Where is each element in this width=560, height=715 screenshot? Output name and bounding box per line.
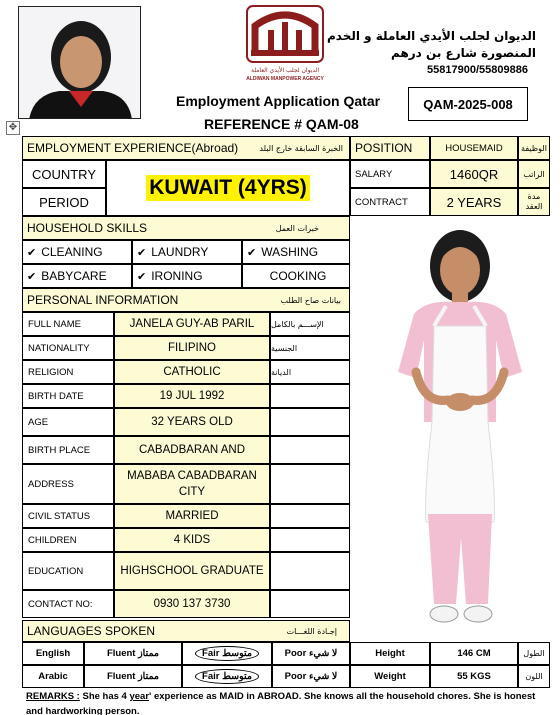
experience-heading-arabic: الخبرة السابقة خارج البلد [259, 143, 343, 153]
agency-arabic-line2: المنصورة شارع بن درهم [391, 46, 536, 60]
agency-arabic-line1: الديوان لجلب الأيدي العاملة و الخدم [326, 29, 536, 43]
page-title: Employment Application Qatar [176, 93, 381, 109]
personal-label: CONTACT NO: [22, 590, 114, 618]
agency-phone: 55817900/55809886 [427, 64, 528, 76]
skill-item: ✔ WASHING [242, 240, 350, 264]
skill-item: COOKING [242, 264, 350, 288]
personal-arabic-label: الإســـم بالكامل [270, 312, 350, 336]
personal-label: CIVIL STATUS [22, 504, 114, 528]
personal-value: FILIPINO [114, 336, 270, 360]
personal-arabic-label [270, 408, 350, 436]
personal-value: CABADBARAN AND [114, 436, 270, 464]
personal-arabic-label [270, 590, 350, 618]
language-poor-option: Poor لا شيء [272, 642, 350, 665]
experience-value-cell [106, 160, 350, 216]
contract-arabic: مدة العقد [518, 188, 550, 216]
table-move-handle-icon[interactable]: ✥ [6, 121, 20, 135]
personal-value: 0930 137 3730 [114, 590, 270, 618]
personal-label: NATIONALITY [22, 336, 114, 360]
logo-english-text: ALDIWAN MANPOWER AGENCY [246, 76, 324, 82]
skills-heading-row [22, 216, 350, 240]
body-metric-value: 146 CM [430, 642, 518, 665]
personal-value: 32 YEARS OLD [114, 408, 270, 436]
salary-label: SALARY [350, 160, 430, 188]
language-name: Arabic [22, 665, 84, 688]
personal-value: 19 JUL 1992 [114, 384, 270, 408]
personal-arabic-label [270, 528, 350, 552]
personal-arabic-label [270, 464, 350, 504]
personal-arabic-label [270, 504, 350, 528]
languages-heading-row [22, 620, 350, 642]
personal-label: FULL NAME [22, 312, 114, 336]
salary-value: 1460QR [430, 160, 518, 188]
language-name: English [22, 642, 84, 665]
body-metric-arabic: الطول [518, 642, 550, 665]
position-value: HOUSEMAID [430, 136, 518, 160]
personal-label: BIRTH DATE [22, 384, 114, 408]
contract-label: CONTRACT [350, 188, 430, 216]
agency-logo [241, 4, 329, 84]
personal-value: HIGHSCHOOL GRADUATE [114, 552, 270, 590]
language-fair-option [182, 665, 272, 688]
personal-arabic-label: الديانة [270, 360, 350, 384]
experience-heading: EMPLOYMENT EXPERIENCE(Abroad) [27, 141, 239, 155]
position-arabic: الوظيفة [518, 136, 550, 160]
checkmark-icon: ✔ [137, 270, 147, 283]
skills-heading: HOUSEHOLD SKILLS [27, 221, 148, 235]
personal-arabic-label [270, 384, 350, 408]
personal-heading-row [22, 288, 350, 312]
body-metric-arabic: اللون [518, 665, 550, 688]
selected-level-circle: Fair متوسط [195, 646, 259, 661]
experience-country-period: KUWAIT (4YRS) [146, 175, 310, 201]
language-poor-option: Poor لا شيء [272, 665, 350, 688]
skill-item: ✔ BABYCARE [22, 264, 132, 288]
applicant-headshot-photo [18, 6, 141, 119]
agency-arabic-name [327, 28, 536, 62]
language-fluent-option: Fluent ممتاز [84, 642, 182, 665]
body-metric-value: 55 KGS [430, 665, 518, 688]
personal-arabic-label: الجنسية [270, 336, 350, 360]
checkmark-icon: ✔ [137, 246, 147, 259]
personal-value: JANELA GUY-AB PARIL [114, 312, 270, 336]
personal-label: EDUCATION [22, 552, 114, 590]
personal-label: AGE [22, 408, 114, 436]
personal-label: RELIGION [22, 360, 114, 384]
skill-item: ✔ LAUNDRY [132, 240, 242, 264]
applicant-full-body-photo [384, 222, 534, 642]
personal-value: 4 KIDS [114, 528, 270, 552]
salary-arabic: الراتب [518, 160, 550, 188]
period-label: PERIOD [22, 188, 106, 216]
skill-item: ✔ IRONING [132, 264, 242, 288]
checkmark-icon: ✔ [247, 246, 257, 259]
skills-heading-arabic: خبرات العمل [275, 223, 319, 233]
languages-heading-arabic: إجـادة اللغـــات [286, 626, 337, 636]
reference-number-title: REFERENCE # QAM-08 [204, 116, 359, 132]
personal-label: CHILDREN [22, 528, 114, 552]
personal-arabic-label [270, 436, 350, 464]
personal-label: BIRTH PLACE [22, 436, 114, 464]
languages-heading: LANGUAGES SPOKEN [27, 624, 156, 638]
personal-heading-arabic: بيانات صاح الطلب [280, 295, 341, 305]
body-metric-label: Height [350, 642, 430, 665]
language-fluent-option: Fluent ممتاز [84, 665, 182, 688]
personal-value: MARRIED [114, 504, 270, 528]
selected-level-circle: Fair متوسط [195, 669, 259, 684]
personal-value: CATHOLIC [114, 360, 270, 384]
body-metric-label: Weight [350, 665, 430, 688]
position-heading: POSITION [350, 136, 430, 160]
skill-item: ✔ CLEANING [22, 240, 132, 264]
remarks-text: REMARKS : She has 4 year' experience as MAID in ABROAD. She knows all the household chores. She is honest and hardworking person. [26, 691, 536, 715]
contract-value: 2 YEARS [430, 188, 518, 216]
personal-value: MABABA CABADBARAN CITY [114, 464, 270, 504]
country-label: COUNTRY [22, 160, 106, 188]
language-fair-option [182, 642, 272, 665]
logo-arabic-text: الديوان لجلب الأيدي العاملة [250, 67, 320, 74]
application-id-box: QAM-2025-008 [408, 87, 528, 121]
personal-heading: PERSONAL INFORMATION [27, 293, 179, 307]
remarks-label: REMARKS : [26, 691, 80, 702]
personal-label: ADDRESS [22, 464, 114, 504]
personal-arabic-label [270, 552, 350, 590]
checkmark-icon: ✔ [27, 270, 37, 283]
checkmark-icon: ✔ [27, 246, 37, 259]
experience-heading-row [22, 136, 350, 160]
